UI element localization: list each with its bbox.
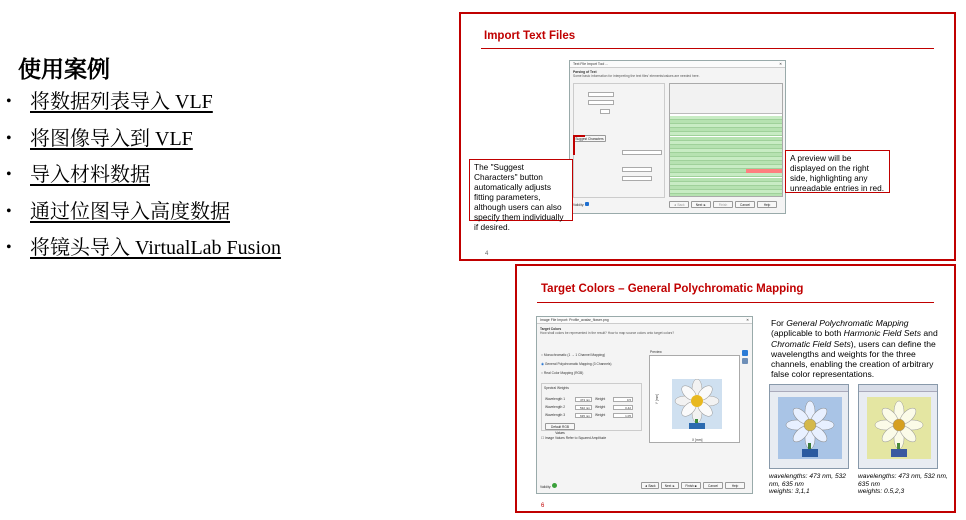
result-window-titlebar: [770, 385, 848, 392]
weight-label: Weight: [595, 413, 606, 417]
wavelength-field[interactable]: 473 nm: [575, 397, 592, 402]
col-select[interactable]: [588, 100, 614, 105]
bullet-icon: •: [6, 239, 12, 256]
image-import-dialog: [536, 316, 753, 494]
dialog-title: Text File Import Tool ...: [573, 62, 609, 66]
use-cases-list: [6, 90, 281, 273]
wavelength-field[interactable]: 532 nm: [575, 405, 592, 410]
dialog-titlebar: [570, 61, 785, 68]
result-window-titlebar: [859, 385, 937, 392]
y-axis-label: Y [mm]: [655, 393, 660, 405]
preview-label: Preview: [650, 350, 662, 354]
radio-selected-icon: ◉: [541, 362, 544, 366]
dialog-titlebar: [537, 317, 752, 324]
list-item: [6, 127, 281, 164]
mapping-option-poly[interactable]: ◉ General Polychromatic Mapping (3 Channels): [541, 362, 612, 366]
slide-title: Target Colors – General Polychromatic Mapping: [541, 283, 804, 295]
mapping-option-rgb[interactable]: ○ Real Color Mapping (RGB): [541, 371, 584, 375]
preview-toolbar-icon[interactable]: [742, 358, 748, 364]
next-button[interactable]: Next ►: [661, 482, 679, 489]
slide-number: 4: [485, 251, 489, 257]
use-cases-heading: 使用案例: [18, 57, 110, 82]
close-icon[interactable]: ✕: [779, 62, 782, 66]
wavelength-label: Wavelength 1: [545, 397, 566, 401]
validity-label: Validity:: [540, 483, 557, 489]
use-case-link[interactable]: 导入材料数据: [30, 164, 150, 186]
caption-blue-result: wavelengths: 473 nm, 532 nm, 635 nm weights: 3,1,1: [769, 473, 846, 496]
next-button[interactable]: Next ►: [691, 201, 711, 208]
finish-button[interactable]: Finish ■: [681, 482, 701, 489]
bullet-icon: •: [6, 93, 12, 110]
back-button[interactable]: ◄ Back: [669, 201, 689, 208]
weight-field[interactable]: 0.42: [613, 405, 633, 410]
weight-label: Weight: [595, 397, 606, 401]
preview-grid[interactable]: [669, 83, 783, 197]
dialog-subtitle: Some basic information for interpreting the text files' elements/values are needed here.: [573, 74, 700, 78]
x-axis-label: X [mm]: [692, 438, 703, 442]
weight-field[interactable]: 1.05: [613, 413, 633, 418]
preview-toolbar-icon[interactable]: [742, 350, 748, 356]
cancel-button[interactable]: Cancel: [703, 482, 723, 489]
spectral-weights-label: Spectral Weights: [544, 386, 569, 390]
grid-row: [670, 194, 783, 197]
use-case-link[interactable]: 将图像导入到 VLF: [30, 127, 193, 150]
wavelength-row: [545, 413, 641, 419]
suggest-characters-button[interactable]: Suggest Characters: [573, 135, 606, 142]
row-select[interactable]: [588, 92, 614, 97]
use-case-link[interactable]: 通过位图导入高度数据: [30, 200, 230, 223]
flower-preview-image: [667, 379, 727, 429]
slide-title: Import Text Files: [484, 30, 576, 42]
info-icon: [585, 202, 589, 206]
bullet-icon: •: [6, 166, 12, 183]
slide-divider: [481, 48, 934, 49]
slide-number: 6: [541, 503, 545, 509]
back-button[interactable]: ◄ Back: [641, 482, 659, 489]
wavelength-row: [545, 405, 641, 411]
ignore-lines-field[interactable]: [600, 109, 610, 114]
bullet-icon: •: [6, 129, 12, 147]
suggest-characters-callout: The "Suggest Characters" button automatically adjusts fitting parameters, although users can also specify them individually if desired.: [469, 159, 573, 221]
dialog-section: Parsing of Text: [573, 70, 597, 74]
list-item: [6, 236, 281, 273]
separator-select[interactable]: [622, 150, 662, 155]
grid-header: [670, 84, 783, 114]
wavelength-label: Wavelength 2: [545, 405, 566, 409]
help-button[interactable]: Help: [725, 482, 745, 489]
mapping-option-mono[interactable]: ○ Monochromatic (1 → 1 Channel Mapping): [541, 353, 606, 357]
close-icon[interactable]: ✕: [746, 318, 749, 322]
result-window-blue: [769, 384, 849, 469]
wavelength-field[interactable]: 635 nm: [575, 413, 592, 418]
callout-connector: [573, 135, 575, 155]
dialog-title: Image File Import: Profile_avatar_flower.png: [540, 318, 609, 322]
result-window-yellow: [858, 384, 938, 469]
default-rgb-button[interactable]: Default RGB Values: [545, 423, 575, 430]
validity-label: Validity:: [573, 202, 589, 207]
slide-import-text-files[interactable]: [459, 12, 956, 261]
list-item: [6, 163, 281, 200]
slide-target-colors[interactable]: [515, 264, 956, 513]
help-button[interactable]: Help: [757, 201, 777, 208]
caption-yellow-result: wavelengths: 473 nm, 532 nm, 635 nm weights: 0.5,2,3: [858, 473, 948, 496]
slide-divider: [537, 302, 934, 303]
valid-check-icon: [552, 483, 557, 488]
flower-result-blue: [778, 397, 842, 459]
digit-grouping-select[interactable]: [622, 176, 652, 181]
wavelength-label: Wavelength 3: [545, 413, 566, 417]
wavelength-row: [545, 397, 641, 403]
preview-callout: A preview will be displayed on the right side, highlighting any unreadable entries in red.: [785, 150, 890, 193]
use-case-link[interactable]: 将数据列表导入 VLF: [30, 91, 213, 113]
use-case-link[interactable]: 将镜头导入 VirtualLab Fusion: [30, 237, 282, 259]
text-import-dialog: [569, 60, 786, 214]
cancel-button[interactable]: Cancel: [735, 201, 755, 208]
bullet-icon: •: [6, 202, 12, 220]
polychromatic-description: For General Polychromatic Mapping (applicable to both Harmonic Field Sets and Chromatic Field Sets), users can define the wavelengths and weights for the three channels, enabling the creation of arbitrary false color representations.: [771, 318, 938, 380]
decimal-select[interactable]: [622, 167, 652, 172]
dialog-subtitle: How shall colors be represented in the result? How to map source colors onto target colors?: [540, 331, 675, 335]
callout-connector: [573, 135, 585, 137]
weight-label: Weight: [595, 405, 606, 409]
list-item: [6, 200, 281, 237]
squared-amplitude-checkbox[interactable]: ☐ Image Values Refer to Squared Amplitude: [541, 436, 607, 440]
finish-button[interactable]: Finish: [713, 201, 733, 208]
flower-result-yellow: [867, 397, 931, 459]
list-item: [6, 90, 281, 127]
dialog-section: Target Colors: [540, 327, 562, 331]
weight-field[interactable]: 0.5: [613, 397, 633, 402]
